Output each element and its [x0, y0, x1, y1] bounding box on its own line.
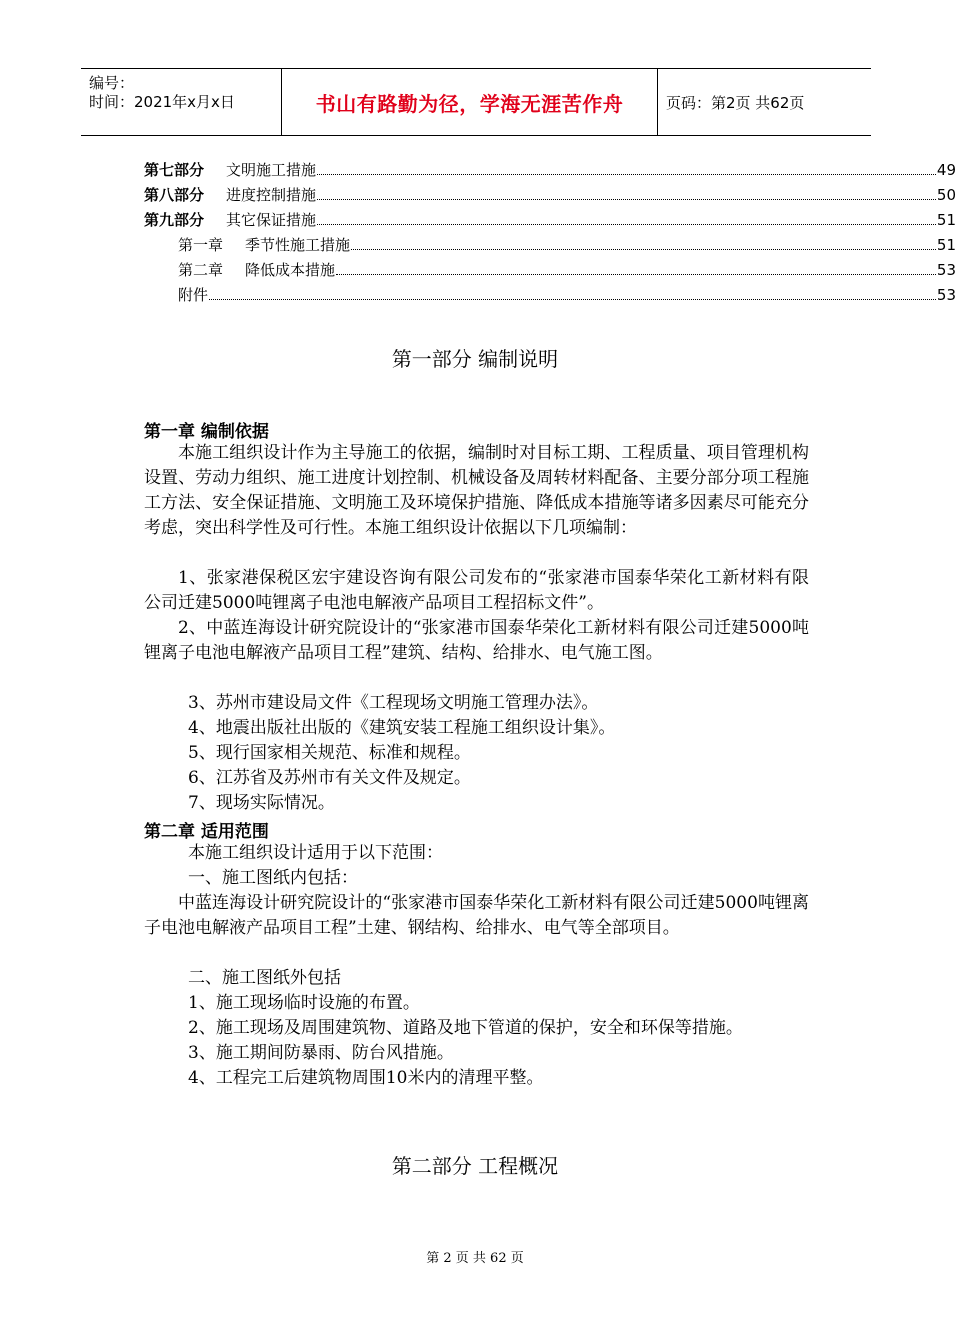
- chapter2-heading: 第二章 适用范围: [144, 822, 269, 842]
- part1-title: 第一部分 编制说明: [391, 347, 559, 371]
- toc-title: 进度控制措施: [226, 186, 317, 204]
- toc-entry[interactable]: [178, 259, 956, 281]
- toc-label: 附件: [178, 286, 209, 304]
- toc-title: 降低成本措施: [245, 261, 336, 279]
- basis-item-5: 5、现行国家相关规范、标准和规程。: [188, 743, 471, 763]
- scope-sub-1-text: 中蓝连海设计研究院设计的“张家港市国泰华荣化工新材料有限公司迁建5000吨锂离子电池电解液产品项目工程”土建、钢结构、给排水、电气等全部项目。: [144, 893, 809, 938]
- toc-page: 49: [936, 161, 956, 179]
- toc-label: 第八部分: [144, 186, 205, 204]
- chapter1-heading: 第一章 编制依据: [144, 422, 269, 442]
- toc-title: 季节性施工措施: [245, 236, 351, 254]
- basis-item-6: 6、江苏省及苏州市有关文件及规定。: [188, 768, 471, 788]
- toc-leader: [317, 173, 936, 175]
- header-motto: 书山有路勤为径，学海无涯苦作舟: [282, 69, 658, 135]
- basis-item-1: 1、张家港保税区宏宇建设咨询有限公司发布的“张家港市国泰华荣化工新材料有限公司迁建5000吨锂离子电池电解液产品项目工程招标文件”。: [144, 568, 809, 613]
- toc-page: 50: [936, 186, 956, 204]
- toc-label: 第一章: [178, 236, 224, 254]
- header-page-info: 页码：第2页 共62页: [666, 93, 805, 112]
- toc-leader: [317, 223, 936, 225]
- scope-sub-1: 一、施工图纸内包括：: [188, 868, 358, 888]
- scope-item-1: 1、施工现场临时设施的布置。: [188, 993, 420, 1013]
- toc-title: 其它保证措施: [226, 211, 317, 229]
- basis-item-2: 2、中蓝连海设计研究院设计的“张家港市国泰华荣化工新材料有限公司迁建5000吨锂离子电池电解液产品项目工程”建筑、结构、给排水、电气施工图。: [144, 618, 809, 663]
- toc-leader: [209, 298, 936, 300]
- page-header: [81, 68, 871, 136]
- toc-leader: [351, 248, 936, 250]
- toc-entry[interactable]: [178, 284, 956, 306]
- toc-label: 第九部分: [144, 211, 205, 229]
- header-number: 编号：: [89, 74, 135, 92]
- toc-entry[interactable]: [144, 159, 956, 181]
- toc-leader: [317, 198, 936, 200]
- toc-page: 53: [936, 261, 956, 279]
- toc-label: 第二章: [178, 261, 224, 279]
- toc-page: 53: [936, 286, 956, 304]
- scope-sub-2: 二、施工图纸外包括: [188, 968, 341, 988]
- scope-item-2: 2、施工现场及周围建筑物、道路及地下管道的保护，安全和环保等措施。: [188, 1018, 743, 1038]
- toc-entry[interactable]: [144, 184, 956, 206]
- basis-item-7: 7、现场实际情况。: [188, 793, 335, 813]
- toc-page: 51: [936, 211, 956, 229]
- scope-item-4: 4、工程完工后建筑物周围10米内的清理平整。: [188, 1068, 544, 1088]
- toc-entry[interactable]: [144, 209, 956, 231]
- toc-entry[interactable]: [178, 234, 956, 256]
- scope-item-3: 3、施工期间防暴雨、防台风措施。: [188, 1043, 454, 1063]
- header-time: 时间：2021年x月x日: [89, 93, 235, 111]
- page-footer: 第 2 页 共 62 页: [426, 1251, 524, 1266]
- header-meta: [81, 69, 282, 135]
- chapter1-intro: 本施工组织设计作为主导施工的依据，编制时对目标工期、工程质量、项目管理机构设置、劳动力组织、施工进度计划控制、机械设备及周转材料配备、主要分部分项工程施工方法、安全保证措施、文明施工及环境保护措施、降低成本措施等诸多因素尽可能充分考虑，突出科学性及可行性。本施工组织设计依据以下几项编制：: [144, 443, 809, 538]
- toc-title: 文明施工措施: [226, 161, 317, 179]
- part2-title: 第二部分 工程概况: [391, 1154, 559, 1178]
- basis-item-4: 4、地震出版社出版的《建筑安装工程施工组织设计集》。: [188, 718, 616, 738]
- basis-item-3: 3、苏州市建设局文件《工程现场文明施工管理办法》。: [188, 693, 599, 713]
- toc-leader: [336, 273, 936, 275]
- toc-label: 第七部分: [144, 161, 205, 179]
- toc-page: 51: [936, 236, 956, 254]
- scope-intro: 本施工组织设计适用于以下范围：: [188, 843, 443, 863]
